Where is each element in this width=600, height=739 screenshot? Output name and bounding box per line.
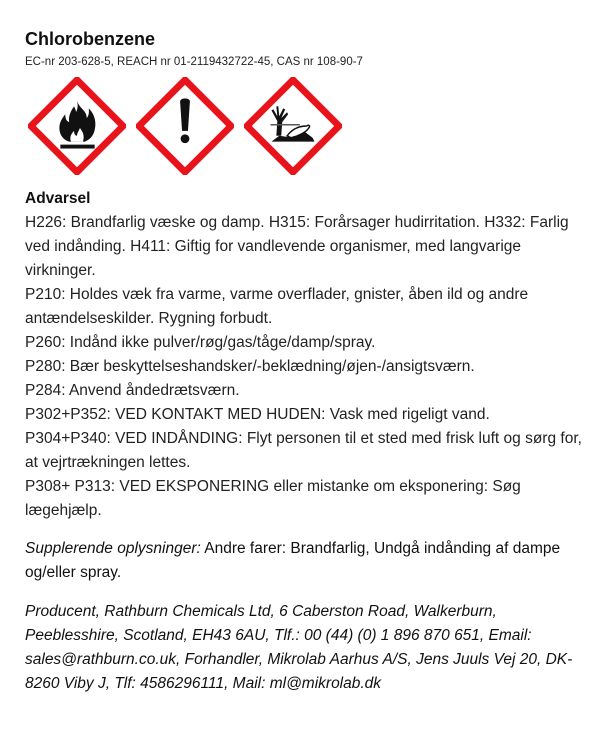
hazard-section (25, 187, 585, 523)
exclamation-icon (136, 77, 234, 175)
environment-icon (244, 77, 342, 175)
precaution-statement: P280: Bær beskyttelseshandsker/-beklædning/øjen-/ansigtsværn. (25, 358, 475, 375)
supplementary-label: Supplerende oplysninger: (25, 540, 201, 557)
ghs-irritant-pictogram (136, 77, 234, 175)
ghs-environment-pictogram (244, 77, 342, 175)
producer-info: Producent, Rathburn Chemicals Ltd, 6 Caberston Road, Walkerburn, Peeblesshire, Scotland, EH43 6AU, Tlf.: 00 (44) (0) 1 896 870 651, Email: sales@rathburn.co.uk, Forhandler, Mikrolab Aarhus A/S, Jens Juuls Vej 20, DK-8260 Viby J, Tlf: 4586296111, Mail: ml@mikrolab.dk (25, 603, 573, 692)
precaution-statement: P308+ P313: VED EKSPONERING eller mistanke om eksponering: Søg lægehjælp. (25, 478, 521, 519)
hazard-statements: H226: Brandfarlig væske og damp. H315: Forårsager hudirritation. H332: Farlig ved indånding. H411: Giftig for vandlevende organismer, med langvarige virkninger. (25, 214, 569, 279)
ghs-flammable-pictogram (28, 77, 126, 175)
label-document (25, 28, 585, 696)
signal-word: Advarsel (25, 190, 91, 207)
precaution-statement: P302+P352: VED KONTAKT MED HUDEN: Vask med rigeligt vand. (25, 406, 490, 423)
product-name: Chlorobenzene (25, 29, 156, 49)
supplementary-text: Andre farer: Brandfarlig, Undgå indånding af dampe og/eller spray. (25, 540, 561, 581)
precaution-statement: P304+P340: VED INDÅNDING: Flyt personen til et sted med frisk luft og sørg for, at vejrtrækningen lettes. (25, 430, 582, 471)
precaution-statement: P210: Holdes væk fra varme, varme overflader, gnister, åben ild og andre antændelseskilder. Rygning forbudt. (25, 286, 529, 327)
supplementary-info (25, 537, 585, 585)
product-identifiers: EC-nr 203-628-5, REACH nr 01-2119432722-45, CAS nr 108-90-7 (25, 56, 363, 68)
precaution-statement: P284: Anvend åndedrætsværn. (25, 382, 240, 399)
precaution-statement: P260: Indånd ikke pulver/røg/gas/tåge/damp/spray. (25, 334, 376, 351)
flame-icon (28, 77, 126, 175)
ghs-pictograms (28, 77, 585, 177)
